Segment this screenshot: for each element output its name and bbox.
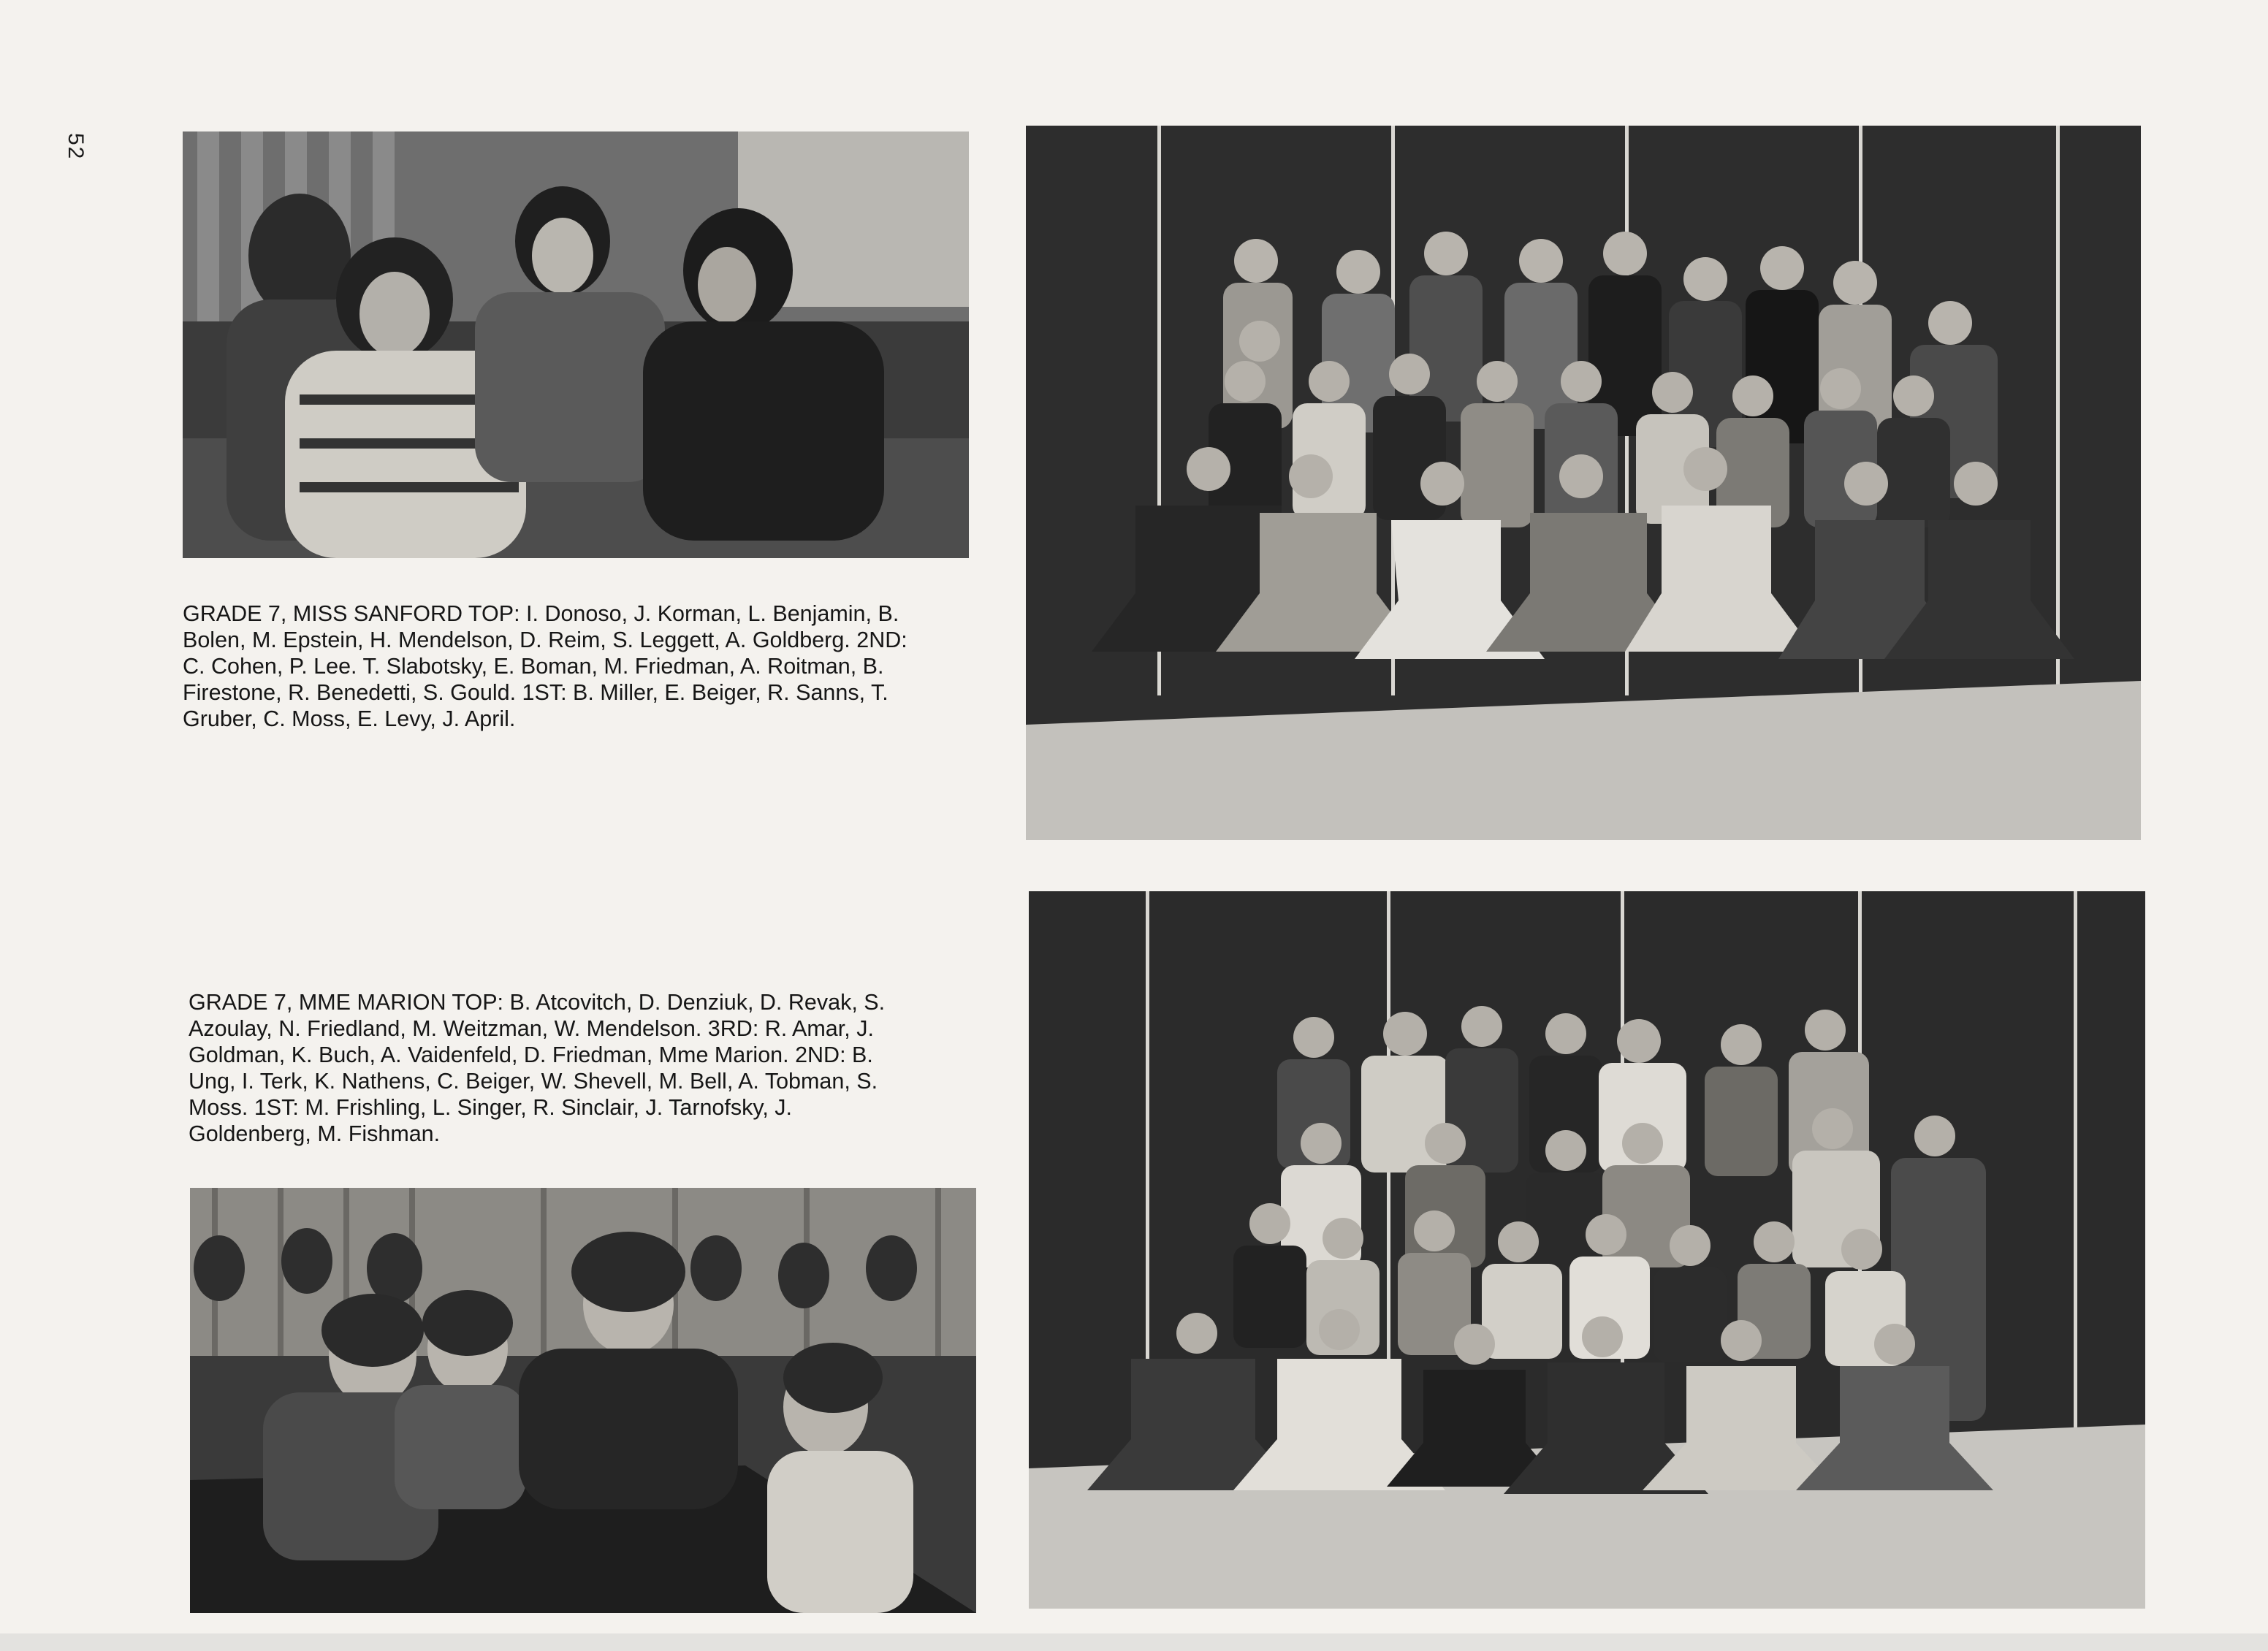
- caption-line: C. Cohen, P. Lee. T. Slabotsky, E. Boman, M. Friedman, A. Roitman, B.: [183, 654, 884, 679]
- caption-line: GRADE 7, MISS SANFORD TOP: I. Donoso, J. Korman, L. Benjamin, B.: [183, 601, 899, 626]
- caption-line: GRADE 7, MME MARION TOP: B. Atcovitch, D. Denziuk, D. Revak, S.: [189, 990, 886, 1015]
- page-number: 52: [64, 133, 88, 161]
- caption-line: Moss. 1ST: M. Frishling, L. Singer, R. Sinclair, J. Tarnofsky, J.: [189, 1095, 793, 1120]
- photo-class-sanford: [1026, 126, 2141, 840]
- caption-line: Firestone, R. Benedetti, S. Gould. 1ST: B. Miller, E. Beiger, R. Sanns, T.: [183, 680, 888, 705]
- caption-line: Bolen, M. Epstein, H. Mendelson, D. Reim, S. Leggett, A. Goldberg. 2ND:: [183, 628, 907, 652]
- caption-grade7-sanford: [183, 600, 982, 732]
- caption-grade7-marion: [189, 989, 988, 1147]
- photo-hallway-students: [183, 131, 969, 558]
- scan-edge-band: [0, 1633, 2268, 1651]
- caption-line: Goldman, K. Buch, A. Vaidenfeld, D. Friedman, Mme Marion. 2ND: B.: [189, 1042, 873, 1067]
- photo-class-marion: [1029, 891, 2145, 1609]
- caption-line: Ung, I. Terk, K. Nathens, C. Beiger, W. Shevell, M. Bell, A. Tobman, S.: [189, 1069, 878, 1094]
- photo-cafeteria-students: [190, 1188, 976, 1613]
- caption-line: Azoulay, N. Friedland, M. Weitzman, W. Mendelson. 3RD: R. Amar, J.: [189, 1016, 874, 1041]
- caption-line: Gruber, C. Moss, E. Levy, J. April.: [183, 706, 516, 731]
- caption-line: Goldenberg, M. Fishman.: [189, 1121, 441, 1146]
